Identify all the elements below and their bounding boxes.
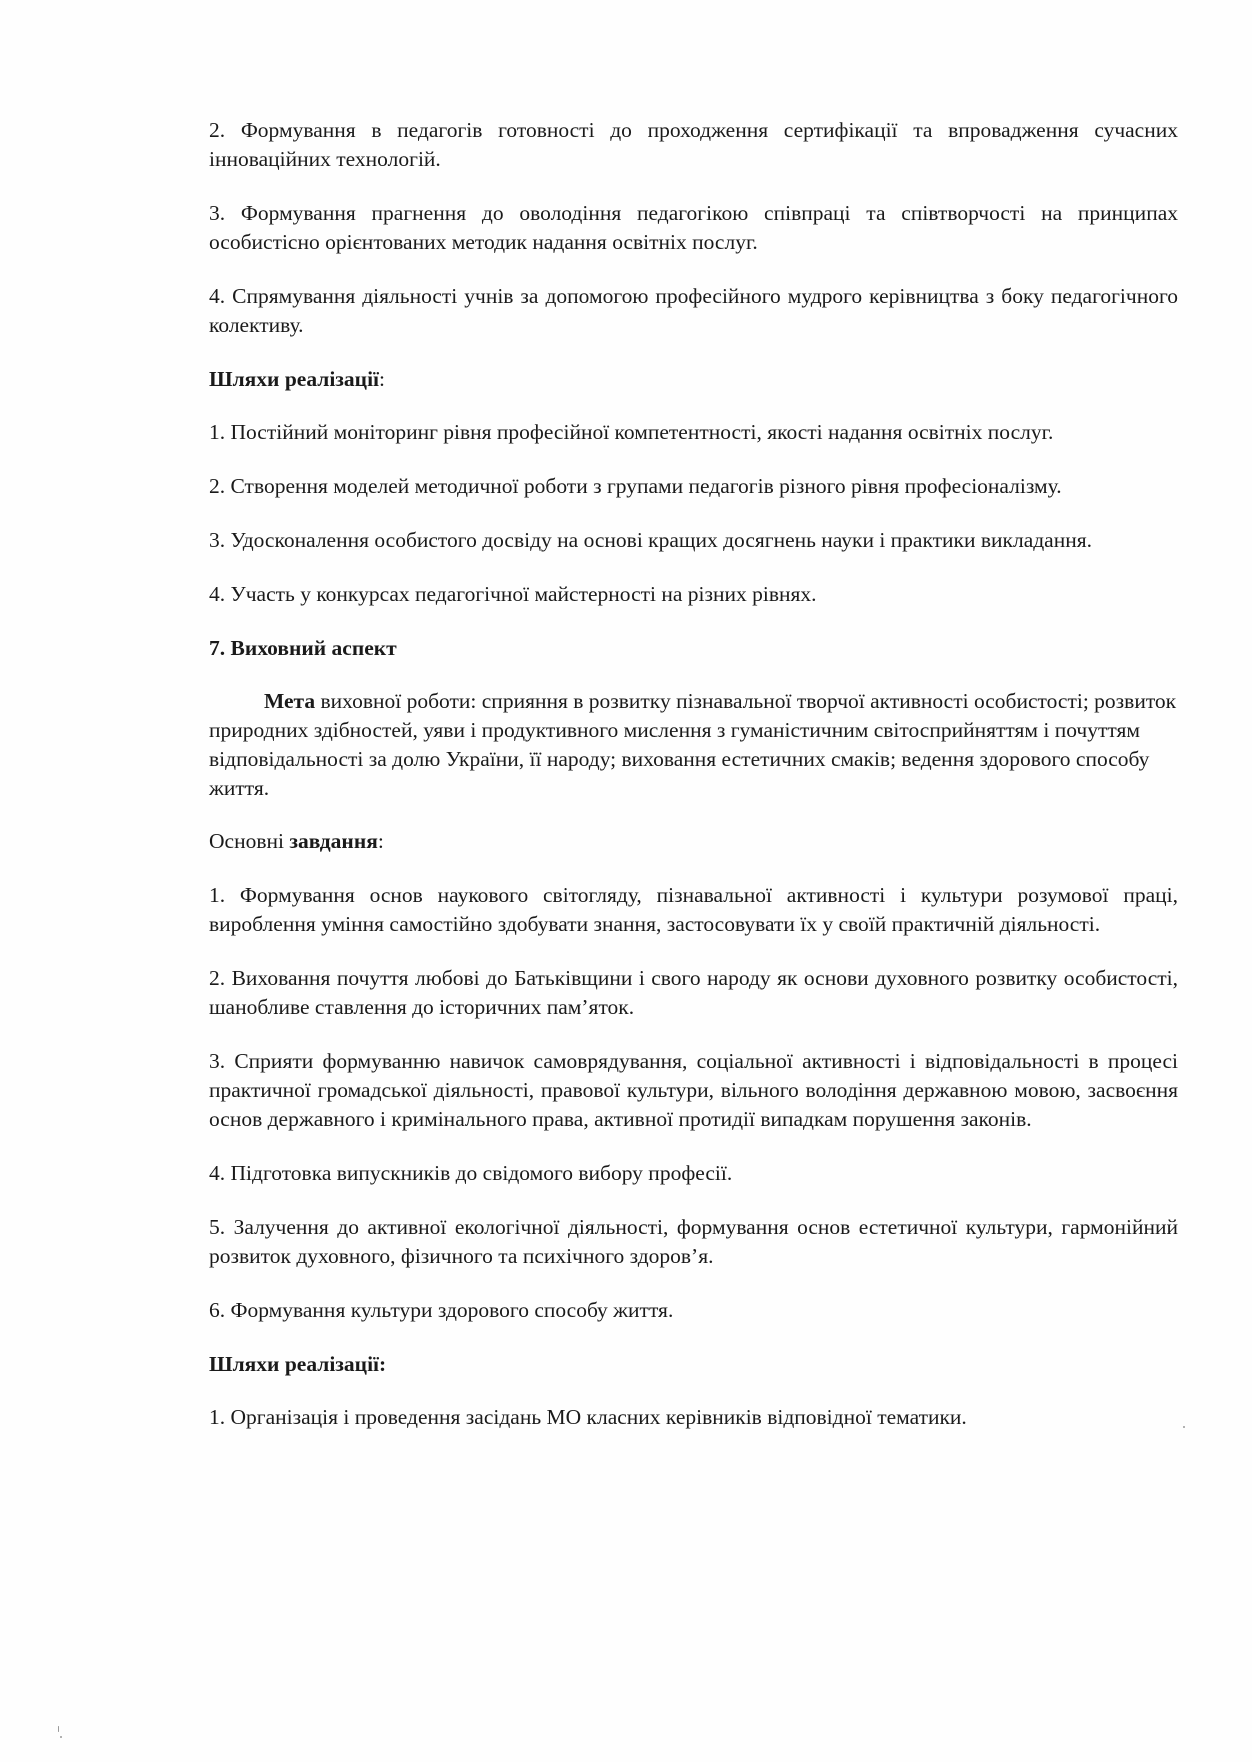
goal-text: виховної роботи: сприяння в розвитку пізнавальної творчої активності особистості; розвиток природних здібностей, уяви і продуктивного мислення з гуманістичним світосприйняттям і почуттям відповідальності за долю України, її народу; виховання естетичних смаків; ведення здорового способу життя. [209,689,1177,800]
list-item: 5. Залучення до активної екологічної діяльності, формування основ естетичної культури, гармонійний розвиток духовного, фізичного та психічного здоров’я. [209,1215,1178,1268]
list-item: 1. Формування основ наукового світогляду, пізнавальної активності і культури розумової праці, вироблення уміння самостійно здобувати знання, застосовувати їх у своїй практичній діяльності. [209,883,1178,936]
scan-speck [58,1726,59,1732]
list-item: 2. Формування в педагогів готовності до проходження сертифікації та впровадження сучасних інноваційних технологій. [209,118,1178,171]
scan-speck [60,1736,62,1738]
page-content [209,116,1178,1457]
goal-paragraph [209,687,1178,803]
heading-text: Шляхи реалізації [209,367,380,391]
list-item: 2. Створення моделей методичної роботи з групами педагогів різного рівня професіоналізму. [209,474,1062,498]
goal-label: Мета [264,689,316,713]
list-item: 6. Формування культури здорового способу життя. [209,1298,674,1322]
list-item: 3. Удосконалення особистого досвіду на основі кращих досягнень науки і практики викладання. [209,528,1093,552]
section-heading-implementation-ways [209,365,1178,394]
tasks-suffix: : [377,829,384,853]
heading-colon: : [379,367,386,391]
section-heading-implementation-ways-2: Шляхи реалізації: [209,1352,387,1376]
list-item: 1. Організація і проведення засідань МО класних керівників відповідної тематики. [209,1405,967,1429]
list-item: 1. Постійний моніторинг рівня професійної компетентності, якості надання освітніх послуг. [209,420,1054,444]
tasks-intro [209,827,1178,856]
tasks-label: завдання [289,829,378,853]
list-item: 3. Формування прагнення до оволодіння педагогікою співпраці та співтворчості на принципах особистісно орієнтованих методик надання освітніх послуг. [209,201,1178,254]
tasks-prefix: Основні [209,829,290,853]
list-item: 4. Участь у конкурсах педагогічної майстерності на різних рівнях. [209,582,817,606]
scan-speck [1183,1426,1185,1428]
list-item: 2. Виховання почуття любові до Батьківщини і свого народу як основи духовного розвитку особистості, шанобливе ставлення до історичних пам’яток. [209,966,1178,1019]
section-heading-educational-aspect: 7. Виховний аспект [209,636,397,660]
list-item: 4. Спрямування діяльності учнів за допомогою професійного мудрого керівництва з боку педагогічного колективу. [209,284,1178,337]
list-item: 3. Сприяти формуванню навичок самоврядування, соціальної активності і відповідальності в процесі практичної громадської діяльності, правової культури, вільного володіння державною мовою, засвоєння основ державного і кримінального права, активної протидії випадкам порушення законів. [209,1049,1178,1131]
list-item: 4. Підготовка випускників до свідомого вибору професії. [209,1161,733,1185]
